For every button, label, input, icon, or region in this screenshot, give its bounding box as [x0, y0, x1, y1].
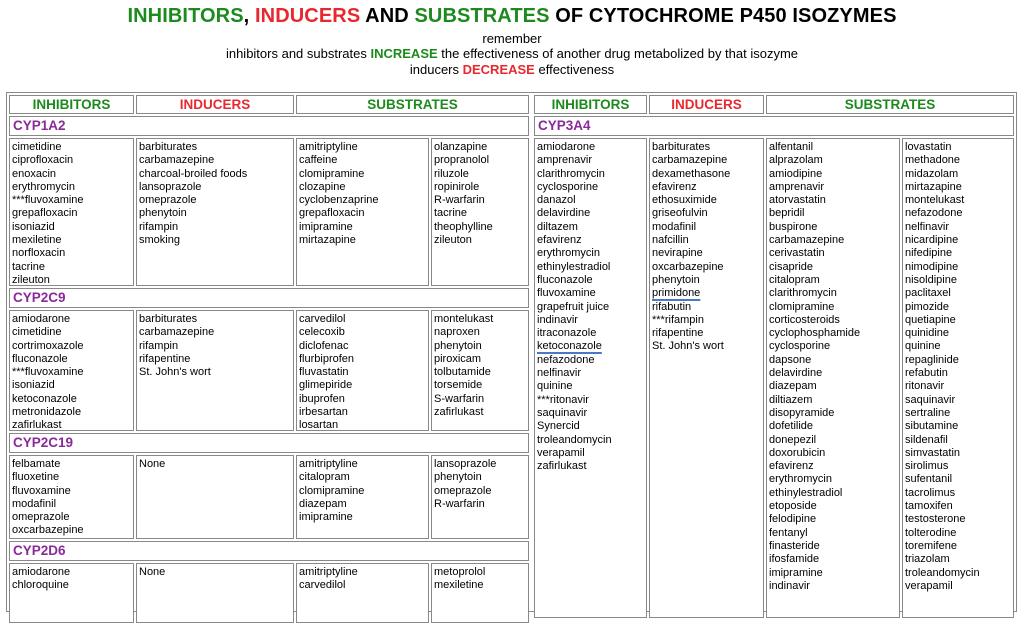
drug-item: efavirenz — [769, 460, 814, 473]
drug-item: bepridil — [769, 207, 805, 220]
drug-item: diltiazem — [769, 393, 813, 406]
drug-item: carvedilol — [299, 579, 346, 592]
drug-item: triazolam — [905, 553, 950, 566]
drug-item: dapsone — [769, 353, 812, 366]
drug-item: felbamate — [12, 458, 61, 470]
drug-item: nisoldipine — [905, 273, 957, 286]
drug-item: doxorubicin — [769, 446, 826, 459]
drug-item: nefazodone — [537, 353, 595, 366]
cyp3a4-substrates-col1 — [766, 138, 900, 618]
drug-item: disopyramide — [769, 406, 835, 419]
drug-item: riluzole — [434, 167, 469, 180]
drug-item: imipramine — [299, 220, 353, 233]
drug-item: grapefruit juice — [537, 300, 610, 313]
drug-item: phenytoin — [652, 273, 700, 286]
drug-item: mexiletine — [12, 234, 62, 247]
drug-item: dexamethasone — [652, 167, 731, 180]
drug-item: griseofulvin — [652, 207, 708, 220]
drug-item: fluvoxamine — [12, 484, 71, 497]
drug-item: itraconazole — [537, 327, 597, 340]
enzyme-cyp1a2: CYP1A2 — [9, 116, 529, 136]
drug-item: ethinylestradiol — [769, 486, 843, 499]
drug-item: omeprazole — [434, 484, 492, 497]
drug-item: etoposide — [769, 500, 817, 513]
drug-item: nafcillin — [652, 234, 689, 247]
drug-item: nelfinavir — [905, 220, 950, 233]
drug-item: charcoal-broiled foods — [139, 167, 248, 180]
drug-item: barbiturates — [139, 141, 198, 153]
drug-item: troleandomycin — [905, 566, 980, 579]
drug-item: saquinavir — [905, 393, 956, 406]
drug-item: torsemide — [434, 379, 483, 392]
drug-item: nicardipine — [905, 234, 959, 247]
drug-item: zileuton — [12, 273, 50, 286]
drug-item: sibutamine — [905, 420, 959, 433]
drug-item: fluvastatin — [299, 366, 349, 379]
drug-item: ***rifampin — [652, 313, 704, 326]
enzyme-cyp3a4: CYP3A4 — [534, 116, 1014, 136]
drug-item: diltazem — [537, 220, 578, 233]
drug-item: montelukast — [434, 313, 494, 325]
drug-item: indinavir — [769, 579, 810, 592]
drug-item: ethinylestradiol — [537, 260, 611, 273]
drug-item: pimozide — [905, 300, 950, 313]
cyp2c19-inhibitors — [9, 455, 134, 539]
drug-item: mirtazapine — [905, 180, 962, 193]
drug-item: clarithromycin — [537, 167, 605, 180]
drug-item: tacrine — [12, 260, 46, 273]
drug-item: verapamil — [905, 579, 953, 592]
drug-item: verapamil — [537, 446, 585, 459]
drug-item: rifampin — [139, 220, 179, 233]
drug-item: ritonavir — [905, 380, 945, 393]
drug-item: zileuton — [434, 234, 472, 247]
drug-item: fluconazole — [537, 273, 593, 286]
enzyme-cyp2c19: CYP2C19 — [9, 433, 529, 453]
drug-item: smoking — [139, 234, 180, 247]
title-inhibitors: INHIBITORS — [127, 5, 244, 27]
drug-item: quinine — [537, 380, 573, 393]
cyp2c19-inducers — [136, 455, 294, 539]
drug-item: barbiturates — [652, 141, 711, 153]
drug-item: lovastatin — [905, 141, 952, 153]
drug-item: corticosteroids — [769, 313, 840, 326]
drug-item: citalopram — [299, 471, 350, 484]
drug-item: celecoxib — [299, 326, 345, 339]
drug-item: paclitaxel — [905, 287, 951, 300]
drug-item: quinine — [905, 340, 941, 353]
drug-item: diazepam — [299, 497, 347, 510]
drug-item: sufentanil — [905, 473, 953, 486]
increase-line-post: the effectiveness of another drug metabolized by that isozyme — [437, 46, 799, 61]
drug-item: rifapentine — [652, 327, 704, 340]
drug-item: sirolimus — [905, 460, 949, 473]
drug-item: sertraline — [905, 406, 951, 419]
drug-item: phenytoin — [434, 471, 482, 484]
drug-item: R-warfarin — [434, 194, 485, 207]
drug-item: chloroquine — [12, 579, 69, 592]
drug-item: None — [139, 566, 166, 578]
drug-item: rifabutin — [652, 300, 692, 313]
drug-item: nelfinavir — [537, 367, 582, 380]
remember-text: remember — [482, 31, 542, 46]
drug-item: ketoconazole — [12, 392, 77, 405]
drug-item: glimepiride — [299, 379, 353, 392]
enzyme-cyp2c9: CYP2C9 — [9, 288, 529, 308]
drug-item: imipramine — [299, 511, 353, 524]
drug-item: grepafloxacin — [299, 207, 365, 220]
drug-item: metoprolol — [434, 566, 486, 578]
increase-line-pre: inhibitors and substrates — [225, 46, 371, 61]
right-header-substrates: SUBSTRATES — [766, 95, 1014, 114]
drug-item: delavirdine — [769, 367, 823, 380]
cyp3a4-inducers — [649, 138, 764, 618]
right-header-inhibitors: INHIBITORS — [534, 95, 647, 114]
drug-item: lansoprazole — [139, 180, 202, 193]
drug-item: cimetidine — [12, 326, 62, 339]
decrease-line — [0, 62, 1024, 78]
drug-item: quetiapine — [905, 313, 956, 326]
drug-item: ketoconazole — [537, 340, 602, 353]
cyp2d6-inhibitors — [9, 563, 134, 623]
drug-item: tolbutamide — [434, 366, 491, 379]
page-title — [0, 5, 1024, 28]
left-header-inducers: INDUCERS — [136, 95, 294, 114]
drug-item: fluvoxamine — [537, 287, 596, 300]
drug-item: cimetidine — [12, 141, 62, 153]
drug-item: dofetilide — [769, 420, 814, 433]
drug-item: alprazolam — [769, 154, 823, 167]
drug-item: tacrine — [434, 207, 468, 220]
drug-item: mirtazapine — [299, 234, 356, 247]
title-sep: , — [243, 5, 255, 27]
left-header-inhibitors: INHIBITORS — [9, 95, 134, 114]
drug-item: grepafloxacin — [12, 207, 78, 220]
cyp2d6-substrates-col2 — [431, 563, 529, 623]
drug-item: ifosfamide — [769, 553, 820, 566]
drug-item: isoniazid — [12, 220, 55, 233]
drug-item: fentanyl — [769, 526, 808, 539]
drug-item: saquinavir — [537, 406, 588, 419]
drug-item: ***ritonavir — [537, 393, 589, 406]
drug-item: efavirenz — [537, 234, 582, 247]
drug-item: diazepam — [769, 380, 817, 393]
cyp3a4-inhibitors — [534, 138, 647, 618]
drug-item: norfloxacin — [12, 247, 66, 260]
cyp2d6-substrates-col1 — [296, 563, 429, 623]
drug-item: erythromycin — [12, 180, 75, 193]
cyp3a4-substrates-col2 — [902, 138, 1014, 618]
drug-item: modafinil — [12, 497, 57, 510]
drug-item: cyclobenzaprine — [299, 194, 379, 207]
drug-item: metronidazole — [12, 406, 82, 419]
increase-word: INCREASE — [370, 46, 438, 61]
drug-item: clozapine — [299, 180, 346, 193]
drug-item: isoniazid — [12, 379, 55, 392]
drug-item: ethosuximide — [652, 194, 717, 207]
drug-item: amiodarone — [12, 313, 71, 325]
drug-item: naproxen — [434, 326, 480, 339]
cyp2d6-inducers — [136, 563, 294, 623]
drug-item: amiodipine — [769, 167, 823, 180]
drug-item: omeprazole — [12, 511, 70, 524]
right-header-inducers: INDUCERS — [649, 95, 764, 114]
drug-item: S-warfarin — [434, 392, 485, 405]
drug-item: carbamazepine — [139, 326, 215, 339]
drug-item: enoxacin — [12, 167, 57, 180]
drug-item: carbamazepine — [769, 234, 845, 247]
drug-item: imipramine — [769, 566, 823, 579]
drug-item: olanzapine — [434, 141, 488, 153]
drug-item: St. John's wort — [139, 366, 211, 379]
drug-item: cortrimoxazole — [12, 339, 84, 352]
drug-item: phenytoin — [139, 207, 187, 220]
decrease-word: DECREASE — [462, 62, 535, 77]
drug-item: propranolol — [434, 154, 490, 167]
drug-item: flurbiprofen — [299, 352, 355, 365]
drug-item: felodipine — [769, 513, 817, 526]
drug-item: testosterone — [905, 513, 966, 526]
drug-item: amprenavir — [769, 180, 825, 193]
drug-item: indinavir — [537, 313, 578, 326]
drug-item: alfentanil — [769, 141, 814, 153]
drug-item: efavirenz — [652, 180, 697, 193]
drug-item: erythromycin — [537, 247, 600, 260]
drug-item: irbesartan — [299, 406, 348, 419]
cyp2c19-substrates-col2 — [431, 455, 529, 539]
title-rest: OF CYTOCHROME P450 ISOZYMES — [549, 5, 897, 27]
drug-item: cyclophosphamide — [769, 327, 861, 340]
drug-item: phenytoin — [434, 339, 482, 352]
drug-item: ***fluvoxamine — [12, 366, 84, 379]
drug-item: clomipramine — [299, 167, 365, 180]
drug-item: amitriptyline — [299, 566, 358, 578]
drug-item: carvedilol — [299, 313, 346, 325]
drug-item: theophylline — [434, 220, 493, 233]
enzyme-cyp2d6: CYP2D6 — [9, 541, 529, 561]
drug-item: delavirdine — [537, 207, 591, 220]
drug-item: rifampin — [139, 339, 179, 352]
cyp2c9-inhibitors — [9, 310, 134, 431]
cyp1a2-inhibitors — [9, 138, 134, 286]
drug-item: buspirone — [769, 220, 818, 233]
drug-item: barbiturates — [139, 313, 198, 325]
drug-item: zafirlukast — [537, 460, 587, 473]
drug-item: ***fluvoxamine — [12, 194, 84, 207]
drug-item: quinidine — [905, 327, 950, 340]
drug-item: cisapride — [769, 260, 814, 273]
drug-item: nevirapine — [652, 247, 703, 260]
drug-item: citalopram — [769, 273, 820, 286]
drug-item: fluoxetine — [12, 471, 60, 484]
increase-line — [0, 46, 1024, 62]
drug-item: atorvastatin — [769, 194, 826, 207]
drug-item: losartan — [299, 419, 339, 431]
drug-item: rifapentine — [139, 352, 191, 365]
drug-item: caffeine — [299, 154, 338, 167]
drug-item: cerivastatin — [769, 247, 825, 260]
drug-item: tolterodine — [905, 526, 957, 539]
drug-item: repaglinide — [905, 353, 959, 366]
drug-item: amitriptyline — [299, 458, 358, 470]
drug-item: nimodipine — [905, 260, 959, 273]
cyp2c9-substrates-col1 — [296, 310, 429, 431]
drug-item: clarithromycin — [769, 287, 837, 300]
drug-item: nifedipine — [905, 247, 953, 260]
drug-item: amprenavir — [537, 154, 593, 167]
drug-item: ciprofloxacin — [12, 154, 74, 167]
drug-item: erythromycin — [769, 473, 832, 486]
drug-item: lansoprazole — [434, 458, 497, 470]
drug-item: cyclosporine — [537, 180, 599, 193]
cyp1a2-substrates-col1 — [296, 138, 429, 286]
drug-item: None — [139, 458, 166, 470]
cyp2c9-inducers — [136, 310, 294, 431]
drug-item: omeprazole — [139, 194, 197, 207]
drug-item: troleandomycin — [537, 433, 612, 446]
drug-item: simvastatin — [905, 446, 961, 459]
drug-item: montelukast — [905, 194, 965, 207]
isozyme-table — [6, 92, 1017, 612]
drug-item: oxcarbazepine — [12, 524, 84, 537]
drug-item: R-warfarin — [434, 497, 485, 510]
drug-item: danazol — [537, 194, 576, 207]
drug-item: St. John's wort — [652, 340, 724, 353]
drug-item: midazolam — [905, 167, 959, 180]
drug-item: zafirlukast — [12, 419, 62, 431]
drug-item: Synercid — [537, 420, 580, 433]
drug-item: toremifene — [905, 539, 957, 552]
drug-item: mexiletine — [434, 579, 484, 592]
drug-item: modafinil — [652, 220, 697, 233]
drug-item: carbamazepine — [652, 154, 728, 167]
drug-item: nefazodone — [905, 207, 963, 220]
drug-item: cyclosporine — [769, 340, 831, 353]
drug-item: ibuprofen — [299, 392, 345, 405]
drug-item: oxcarbazepine — [652, 260, 724, 273]
drug-item: donepezil — [769, 433, 817, 446]
title-and: AND — [360, 5, 415, 27]
drug-item: primidone — [652, 287, 701, 300]
drug-item: ropinirole — [434, 180, 480, 193]
drug-item: piroxicam — [434, 352, 482, 365]
drug-item: tamoxifen — [905, 500, 953, 513]
drug-item: refabutin — [905, 367, 948, 380]
cyp1a2-substrates-col2 — [431, 138, 529, 286]
title-substrates: SUBSTRATES — [414, 5, 550, 27]
decrease-line-post: effectiveness — [534, 62, 615, 77]
cyp2c19-substrates-col1 — [296, 455, 429, 539]
decrease-line-pre: inducers — [409, 62, 463, 77]
drug-item: fluconazole — [12, 352, 68, 365]
drug-item: diclofenac — [299, 339, 349, 352]
drug-item: amiodarone — [12, 566, 71, 578]
drug-item: clomipramine — [769, 300, 835, 313]
left-header-substrates: SUBSTRATES — [296, 95, 529, 114]
drug-item: amiodarone — [537, 141, 596, 153]
drug-item: finasteride — [769, 539, 820, 552]
drug-item: zafirlukast — [434, 406, 484, 419]
title-inducers: INDUCERS — [255, 5, 361, 27]
drug-item: amitriptyline — [299, 141, 358, 153]
drug-item: clomipramine — [299, 484, 365, 497]
drug-item: tacrolimus — [905, 486, 956, 499]
cyp2c9-substrates-col2 — [431, 310, 529, 431]
drug-item: carbamazepine — [139, 154, 215, 167]
drug-item: methadone — [905, 154, 961, 167]
cyp1a2-inducers — [136, 138, 294, 286]
drug-item: sildenafil — [905, 433, 948, 446]
